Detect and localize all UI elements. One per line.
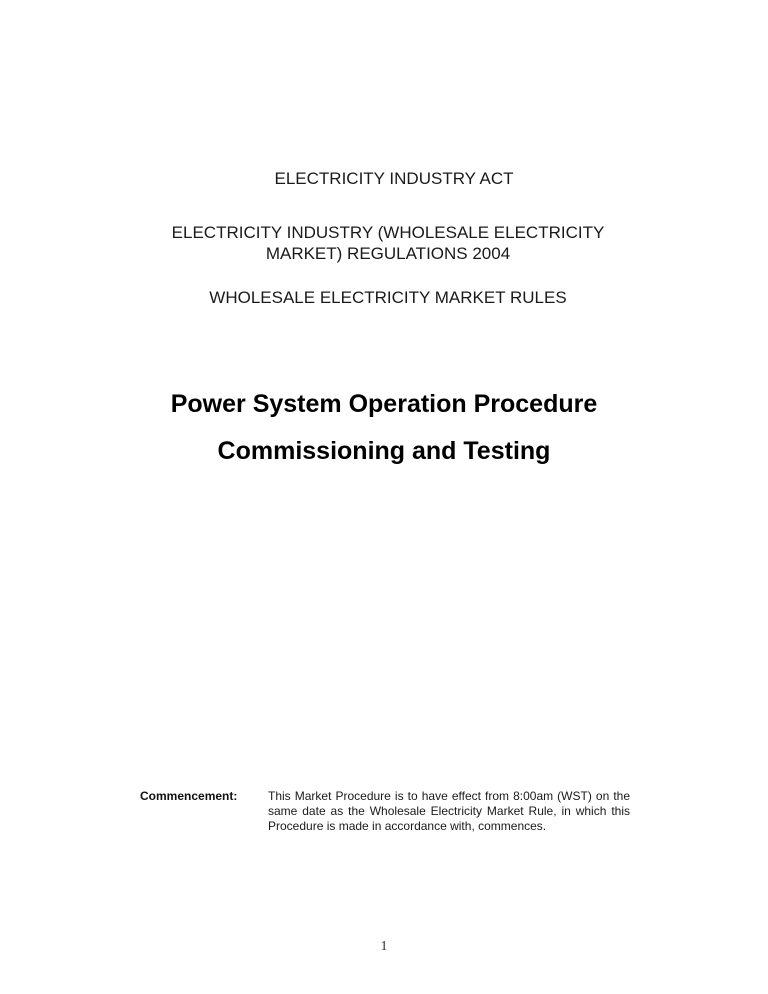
regulations-heading-line1: ELECTRICITY INDUSTRY (WHOLESALE ELECTRICITY: [171, 223, 605, 242]
act-heading: ELECTRICITY INDUSTRY ACT: [274, 169, 514, 188]
regulations-heading-line2: MARKET) REGULATIONS 2004: [265, 244, 511, 263]
page-number: 1: [380, 939, 388, 954]
document-title-line2: Commissioning and Testing: [217, 437, 551, 465]
commencement-label: Commencement:: [140, 789, 238, 803]
rules-heading: WHOLESALE ELECTRICITY MARKET RULES: [209, 288, 567, 307]
document-title-line1: Power System Operation Procedure: [170, 390, 598, 418]
regulations-heading: [4, 222, 768, 264]
commencement-text: This Market Procedure is to have effect from 8:00am (WST) on the same date as the Wholesale Electricity Market Rule, in which this Procedure is made in accordance with, commences.: [268, 789, 630, 833]
